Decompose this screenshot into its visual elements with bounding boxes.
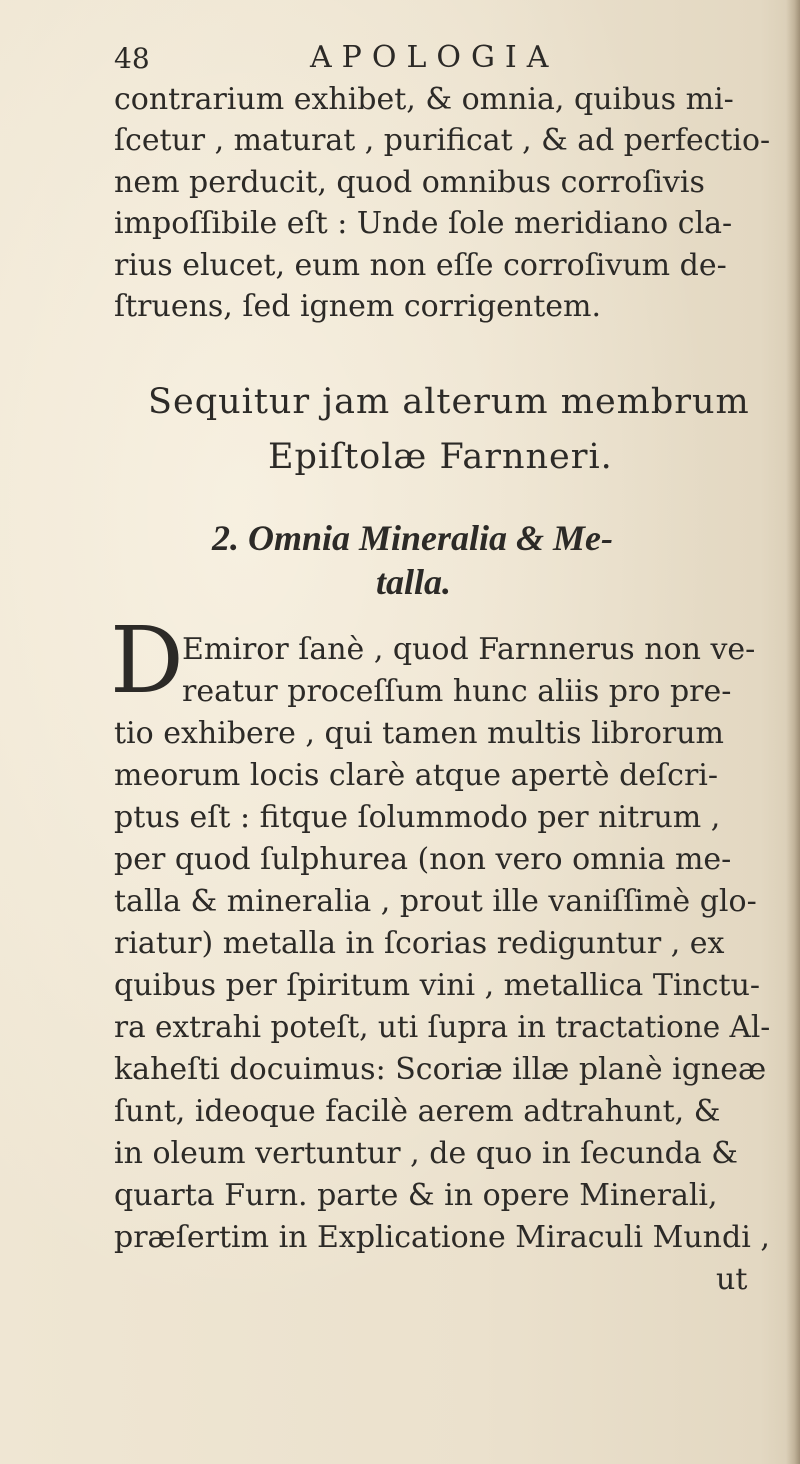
text-line: ſtruens, ſed ignem corrigentem.	[114, 289, 602, 324]
text-line: reatur proceſſum hunc aliis pro pre-	[182, 674, 732, 709]
text-line: riatur) metalla in ſcorias rediguntur , ex	[114, 926, 725, 961]
drop-cap: D	[110, 607, 184, 714]
text-line: Emiror ſanè , quod Farnnerus non ve-	[182, 632, 756, 667]
text-line: meorum locis clarè atque apertè deſcri-	[114, 758, 719, 793]
text-line: in oleum vertuntur , de quo in ſecunda &	[114, 1136, 738, 1171]
text-line: talla & mineralia , prout ille vaniſſimè glo-	[114, 884, 757, 919]
text-line: tio exhibere , qui tamen multis librorum	[114, 716, 725, 751]
catchword: ut	[716, 1262, 748, 1297]
text-line: quarta Furn. parte & in opere Minerali,	[114, 1178, 718, 1213]
text-line: ſunt, ideoque facilè aerem adtrahunt, &	[114, 1094, 721, 1129]
text-line: ptus eſt : fitque ſolummodo per nitrum ,	[114, 800, 721, 835]
page-edge-shadow	[786, 0, 800, 1464]
section-heading-line-2: Epiſtolæ Farnneri.	[268, 437, 613, 477]
text-line: ra extrahi poteſt, uti ſupra in tractatione Al-	[114, 1010, 771, 1045]
text-line: kaheſti docuimus: Scoriæ illæ planè igneæ	[114, 1052, 767, 1087]
text-line: præſertim in Explicatione Miraculi Mundi ,	[114, 1220, 770, 1255]
page-header	[114, 38, 574, 78]
running-title: APOLOGIA	[310, 40, 559, 75]
text-line: rius elucet, eum non eſſe corroſivum de-	[114, 248, 727, 283]
subheading-line-2: talla.	[376, 562, 452, 602]
text-line: ſcetur , maturat , purificat , & ad perfectio-	[114, 123, 771, 158]
text-line: contrarium exhibet, & omnia, quibus mi-	[114, 82, 734, 117]
section-heading-line-1: Sequitur jam alterum membrum	[148, 382, 750, 422]
subheading-line-1: 2. Omnia Mineralia & Me-	[212, 518, 614, 558]
text-line: impoſſibile eſt : Unde ſole meridiano cla-	[114, 206, 733, 241]
text-line: per quod ſulphurea (non vero omnia me-	[114, 842, 732, 877]
text-line: quibus per ſpiritum vini , metallica Tinctu-	[114, 968, 761, 1003]
page-number: 48	[114, 42, 150, 75]
text-line: nem perducit, quod omnibus corroſivis	[114, 165, 705, 200]
